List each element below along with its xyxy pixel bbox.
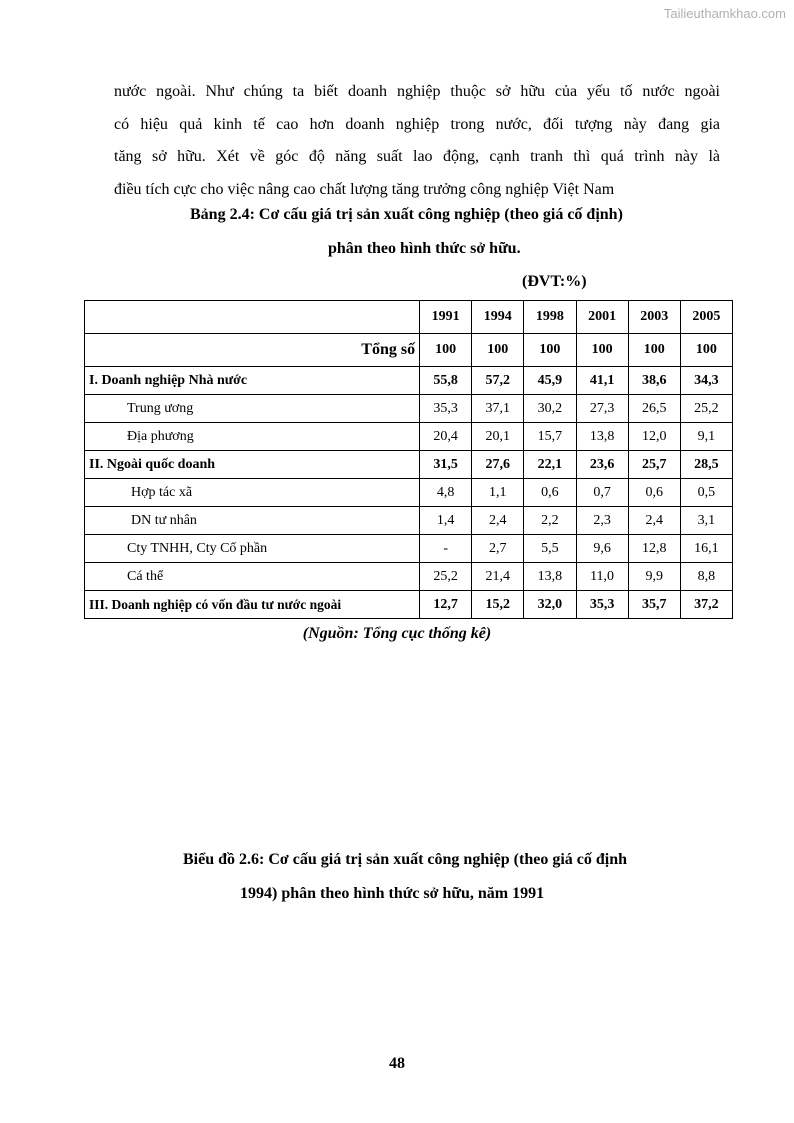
header-empty-cell — [85, 301, 420, 334]
paragraph-line: nước ngoài. Như chúng ta biết doanh nghiệp thuộc sở hữu của yếu tố nước ngoài — [114, 83, 720, 100]
row-label: Địa phương — [85, 423, 420, 451]
table-cell: 3,1 — [680, 507, 732, 535]
table-cell: 55,8 — [420, 367, 472, 395]
table-cell: 0,7 — [576, 479, 628, 507]
watermark: Tailieuthamkhao.com — [663, 6, 786, 21]
row-label: III. Doanh nghiệp có vốn đầu tư nước ngoài — [85, 591, 420, 619]
header-year-cell: 1998 — [524, 301, 576, 334]
row-label: DN tư nhân — [85, 507, 420, 535]
table-cell: 2,3 — [576, 507, 628, 535]
table-row — [85, 367, 733, 395]
paragraph-line: có hiệu quả kinh tế cao hơn doanh nghiệp trong nước, đối tượng này đang gia — [114, 115, 720, 133]
table-cell: 9,1 — [680, 423, 732, 451]
table-cell: 26,5 — [628, 395, 680, 423]
table-cell: 41,1 — [576, 367, 628, 395]
table-cell: 0,6 — [524, 479, 576, 507]
table-cell: 2,4 — [472, 507, 524, 535]
table-cell: 31,5 — [420, 451, 472, 479]
table-cell: 25,7 — [628, 451, 680, 479]
table-cell: 5,5 — [524, 535, 576, 563]
data-table — [84, 300, 733, 619]
table-row — [85, 395, 733, 423]
table-cell: 28,5 — [680, 451, 732, 479]
table-cell: 37,1 — [472, 395, 524, 423]
table-cell: 2,4 — [628, 507, 680, 535]
table-row — [85, 535, 733, 563]
table-row — [85, 591, 733, 619]
row-label: I. Doanh nghiệp Nhà nước — [85, 367, 420, 395]
table-cell: - — [420, 535, 472, 563]
table-cell: 16,1 — [680, 535, 732, 563]
page-number: 48 — [389, 1055, 405, 1072]
table-cell: 25,2 — [420, 563, 472, 591]
table-cell: 30,2 — [524, 395, 576, 423]
table-cell: 11,0 — [576, 563, 628, 591]
table-row — [85, 563, 733, 591]
table-row — [85, 479, 733, 507]
table-cell: 37,2 — [680, 591, 732, 619]
table-row — [85, 451, 733, 479]
table-total-row — [85, 334, 733, 367]
row-label: II. Ngoài quốc doanh — [85, 451, 420, 479]
table-caption-line1: Bảng 2.4: Cơ cấu giá trị sản xuất công nghiệp (theo giá cố định) — [190, 206, 623, 223]
table-cell: 35,3 — [420, 395, 472, 423]
table-cell: 20,4 — [420, 423, 472, 451]
table-cell: 15,2 — [472, 591, 524, 619]
table-cell: 2,7 — [472, 535, 524, 563]
table-unit: (ĐVT:%) — [522, 273, 587, 290]
table-cell: 0,5 — [680, 479, 732, 507]
table-cell: 32,0 — [524, 591, 576, 619]
table-cell: 12,7 — [420, 591, 472, 619]
table-cell: 21,4 — [472, 563, 524, 591]
table-cell: 12,8 — [628, 535, 680, 563]
table-header-row — [85, 301, 733, 334]
table-cell: 100 — [524, 334, 576, 367]
table-cell: 9,6 — [576, 535, 628, 563]
table-cell: 0,6 — [628, 479, 680, 507]
table-cell: 27,3 — [576, 395, 628, 423]
table-cell: 35,7 — [628, 591, 680, 619]
row-label: Tổng số — [85, 334, 420, 367]
table-row — [85, 423, 733, 451]
row-label: Hợp tác xã — [85, 479, 420, 507]
table-cell: 35,3 — [576, 591, 628, 619]
row-label: Trung ương — [85, 395, 420, 423]
row-label: Cty TNHH, Cty Cổ phần — [85, 535, 420, 563]
table-cell: 9,9 — [628, 563, 680, 591]
table-cell: 22,1 — [524, 451, 576, 479]
header-year-cell: 2001 — [576, 301, 628, 334]
paragraph-line: tăng sở hữu. Xét về góc độ năng suất lao động, cạnh tranh thì quá trình này là — [114, 148, 720, 165]
chart-caption-line2: 1994) phân theo hình thức sở hữu, năm 1991 — [240, 885, 545, 902]
table-cell: 2,2 — [524, 507, 576, 535]
table-cell: 100 — [576, 334, 628, 367]
table-cell: 38,6 — [628, 367, 680, 395]
table-cell: 100 — [680, 334, 732, 367]
table-cell: 1,1 — [472, 479, 524, 507]
table-cell: 100 — [420, 334, 472, 367]
table-cell: 8,8 — [680, 563, 732, 591]
header-year-cell: 2003 — [628, 301, 680, 334]
paragraph-line: điều tích cực cho việc nâng cao chất lượng tăng trưởng công nghiệp Việt Nam — [114, 180, 615, 198]
table-cell: 13,8 — [524, 563, 576, 591]
body-paragraph — [114, 76, 720, 206]
table-cell: 23,6 — [576, 451, 628, 479]
table-cell: 4,8 — [420, 479, 472, 507]
table-cell: 100 — [472, 334, 524, 367]
header-year-cell: 1994 — [472, 301, 524, 334]
table-cell: 27,6 — [472, 451, 524, 479]
table-cell: 25,2 — [680, 395, 732, 423]
table-source: (Nguồn: Tổng cục thống kê) — [302, 625, 492, 642]
table-cell: 20,1 — [472, 423, 524, 451]
table-cell: 15,7 — [524, 423, 576, 451]
table-cell: 100 — [628, 334, 680, 367]
table-cell: 34,3 — [680, 367, 732, 395]
table-cell: 57,2 — [472, 367, 524, 395]
table-cell: 45,9 — [524, 367, 576, 395]
table-cell: 12,0 — [628, 423, 680, 451]
table-cell: 1,4 — [420, 507, 472, 535]
header-year-cell: 2005 — [680, 301, 732, 334]
table-caption-line2: phân theo hình thức sở hữu. — [328, 240, 521, 257]
table-cell: 13,8 — [576, 423, 628, 451]
row-label: Cá thể — [85, 563, 420, 591]
table-row — [85, 507, 733, 535]
header-year-cell: 1991 — [420, 301, 472, 334]
chart-caption-line1: Biểu đồ 2.6: Cơ cấu giá trị sản xuất công nghiệp (theo giá cố định — [183, 851, 628, 868]
